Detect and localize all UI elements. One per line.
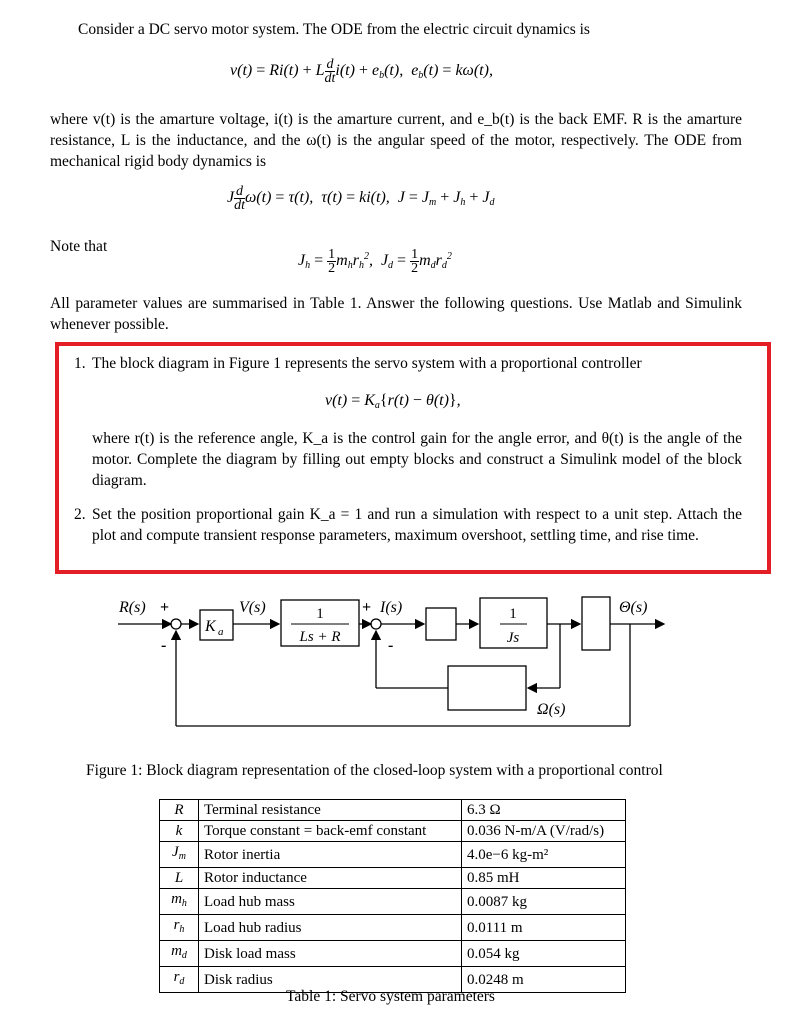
- intro-where-paragraph: where v(t) is the amarture voltage, i(t) is the amarture current, and e_b(t) is the back EMF. R is the amarture resistance, L is the inductance, and the ω(t) is the angular speed of the motor, respectively. The ODE from mechanical rigid body dynamics is: [50, 111, 742, 170]
- question-1-number: 1.: [74, 355, 86, 372]
- question-1-followup: where r(t) is the reference angle, K_a is the control gain for the angle error, and θ(t) is the angle of the motor. Complete the diagram by filling out empty blocks and construct a Simulink model of the block diagram.: [92, 430, 742, 489]
- table-row: [160, 800, 626, 821]
- table-row: [160, 889, 626, 915]
- plus-sign-2: +: [362, 599, 372, 616]
- table-row: [160, 915, 626, 941]
- equation-mechanical: J $\frac{d}{dt}$ ω(t) = τ(t), τ(t) = ki(t), $J = J_m + J_h + J_d$: [227, 184, 495, 213]
- empty-block-torque: [426, 608, 456, 640]
- table-row: [160, 821, 626, 842]
- table-row: [160, 842, 626, 868]
- electrical-numerator: 1: [316, 606, 324, 622]
- empty-block-integrator: [582, 597, 610, 650]
- minus-sign-2: -: [388, 637, 394, 654]
- speed-label: Ω(s): [537, 701, 566, 718]
- parameter-description: Load hub radius: [199, 915, 462, 941]
- output-label: Θ(s): [619, 599, 648, 616]
- parameter-description: Rotor inertia: [199, 842, 462, 868]
- parameter-value: 0.0111 m: [462, 915, 626, 941]
- parameter-symbol: $r_d$: [160, 967, 199, 993]
- parameter-symbol: k: [160, 821, 199, 842]
- plus-sign-1: +: [160, 599, 170, 616]
- equation-inertia: $J_h$ = $\frac{1}{2}$ $m_hr_h^2$, $J_d$ = $\frac{1}{2}$ $m_dr_d^2$: [298, 247, 452, 276]
- parameter-description: Disk load mass: [199, 941, 462, 967]
- parameter-description: Load hub mass: [199, 889, 462, 915]
- intro-line: Consider a DC servo motor system. The ODE from the electric circuit dynamics is: [78, 21, 590, 38]
- parameter-symbol: $m_h$: [160, 889, 199, 915]
- note-label: Note that: [50, 238, 108, 255]
- gain-label: K: [205, 618, 216, 635]
- table-row: [160, 868, 626, 889]
- parameter-symbol: $J_m$: [160, 842, 199, 868]
- parameter-value: 0.0087 kg: [462, 889, 626, 915]
- parameter-description: Disk radius: [199, 967, 462, 993]
- parameter-description: Rotor inductance: [199, 868, 462, 889]
- parameter-value: 0.036 N-m/A (V/rad/s): [462, 821, 626, 842]
- parameter-value: 0.0248 m: [462, 967, 626, 993]
- summing-junction-1: [171, 619, 181, 629]
- parameter-table: [159, 799, 626, 993]
- parameter-value: 0.85 mH: [462, 868, 626, 889]
- summing-junction-2: [371, 619, 381, 629]
- table-row: [160, 941, 626, 967]
- parameter-value: 4.0e−6 kg-m²: [462, 842, 626, 868]
- minus-sign-1: -: [161, 637, 167, 654]
- question-1-text: The block diagram in Figure 1 represents the servo system with a proportional controller: [92, 355, 642, 372]
- parameter-value: 0.054 kg: [462, 941, 626, 967]
- parameter-description: Torque constant = back-emf constant: [199, 821, 462, 842]
- summary-paragraph: All parameter values are summarised in Table 1. Answer the following questions. Use Matlab and Simulink whenever possible.: [50, 295, 742, 333]
- parameter-description: Terminal resistance: [199, 800, 462, 821]
- parameter-symbol: $r_h$: [160, 915, 199, 941]
- mechanical-denominator: Js: [506, 630, 520, 646]
- question-2-number: 2.: [74, 506, 86, 523]
- parameter-value: 6.3 Ω: [462, 800, 626, 821]
- question-1-equation: $v(t) = K_a\{r(t) - \theta(t)\}$,: [325, 392, 461, 411]
- figure-caption: Figure 1: Block diagram representation of the closed-loop system with a proportional control: [86, 762, 663, 779]
- parameter-symbol: L: [160, 868, 199, 889]
- parameter-symbol: R: [160, 800, 199, 821]
- voltage-label: V(s): [239, 599, 266, 616]
- gain-subscript: a: [218, 626, 224, 638]
- input-label: R(s): [119, 599, 146, 616]
- parameter-symbol: $m_d$: [160, 941, 199, 967]
- electrical-denominator: Ls + R: [299, 629, 341, 645]
- empty-block-feedback: [448, 666, 526, 710]
- table-caption: Table 1: Servo system parameters: [286, 988, 495, 1005]
- question-2-text: Set the position proportional gain K_a = 1 and run a simulation with respect to a unit step. Attach the plot and compute transient response parameters, maximum overshoot, settling time, and rise time.: [92, 506, 742, 544]
- mechanical-numerator: 1: [509, 606, 517, 622]
- current-label: I(s): [380, 599, 403, 616]
- equation-circuit: v(t) = Ri(t) + L $\frac{d}{dt}$ $i(t) + e_b(t)$, $e_b(t) = k\omega(t)$,: [230, 57, 493, 86]
